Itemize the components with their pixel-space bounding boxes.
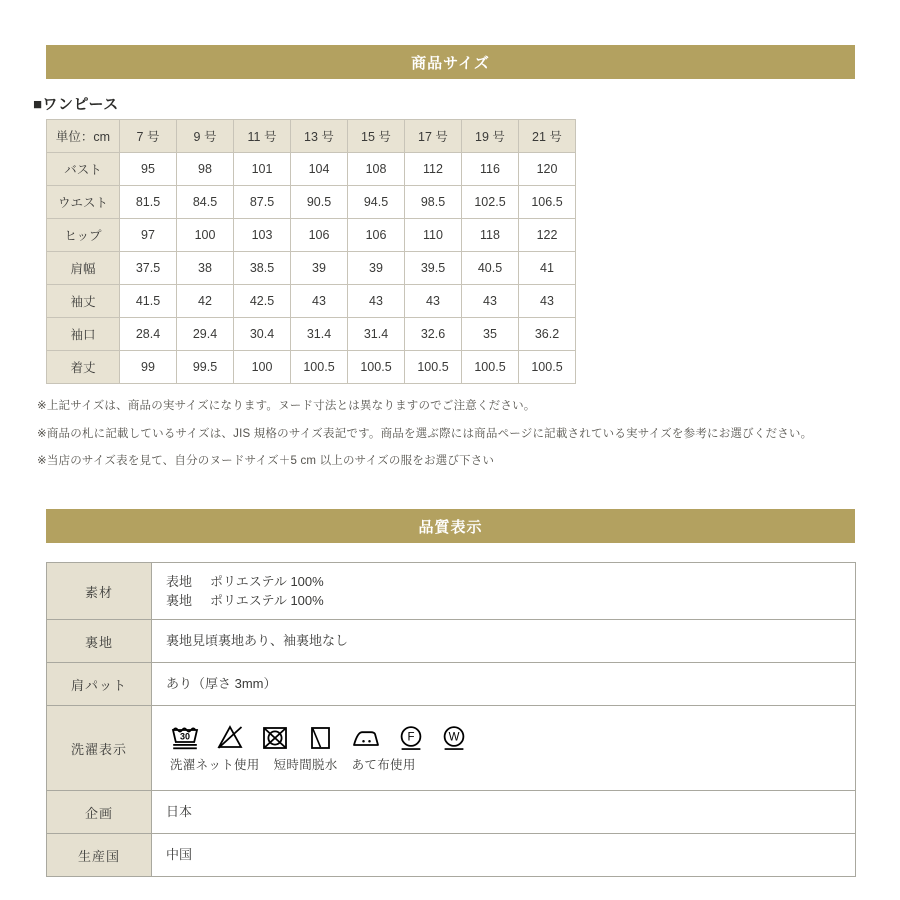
cell-total-length-9: 99.5 [177, 351, 234, 384]
cell-sleeve-length-7: 41.5 [120, 285, 177, 318]
size-col-header-9: 9 号 [177, 120, 234, 153]
quality-section-band [46, 509, 855, 543]
material-lining-label: 裏地 [166, 593, 193, 608]
cell-bust-17: 112 [405, 153, 462, 186]
cell-waist-19: 102.5 [462, 186, 519, 219]
table-row [47, 706, 856, 791]
do-not-tumble-dry-icon [260, 724, 290, 752]
table-row [47, 318, 576, 351]
size-table-header-row [47, 120, 576, 153]
cell-waist-15: 94.5 [348, 186, 405, 219]
size-note-3: ※当店のサイズ表を見て、自分のヌードサイズ＋5 cm 以上のサイズの服をお選び下さい [37, 455, 495, 468]
quality-label-planning: 企画 [47, 791, 152, 834]
material-outer-value: ポリエステル 100% [210, 573, 324, 589]
cell-waist-9: 84.5 [177, 186, 234, 219]
size-col-header-19: 19 号 [462, 120, 519, 153]
cell-sleeve-length-15: 43 [348, 285, 405, 318]
size-row-label-total-length: 着丈 [47, 351, 120, 384]
dry-clean-petroleum-gentle-icon [397, 724, 425, 752]
size-table-corner-label: 単位：cm [47, 120, 120, 153]
cell-shoulder-17: 39.5 [405, 252, 462, 285]
line-dry-in-shade-icon [305, 724, 335, 752]
material-line-2 [166, 591, 855, 611]
quality-value-lining [152, 620, 856, 663]
size-row-label-cuff: 袖口 [47, 318, 120, 351]
cell-waist-21: 106.5 [519, 186, 576, 219]
table-row [47, 186, 576, 219]
table-row [47, 791, 856, 834]
quality-label-material: 素材 [47, 563, 152, 620]
table-row [47, 351, 576, 384]
wash-note-1: 洗濯ネット使用 [170, 757, 260, 772]
material-outer-label: 表地 [166, 573, 193, 589]
cell-shoulder-13: 39 [291, 252, 348, 285]
cell-shoulder-21: 41 [519, 252, 576, 285]
table-row [47, 834, 856, 877]
table-row [47, 563, 856, 620]
cell-shoulder-9: 38 [177, 252, 234, 285]
cell-cuff-7: 28.4 [120, 318, 177, 351]
cell-bust-13: 104 [291, 153, 348, 186]
cell-cuff-13: 31.4 [291, 318, 348, 351]
cell-waist-17: 98.5 [405, 186, 462, 219]
quality-label-wash: 洗濯表示 [47, 706, 152, 791]
table-row [47, 153, 576, 186]
size-row-label-hip: ヒップ [47, 219, 120, 252]
table-row [47, 620, 856, 663]
size-col-header-21: 21 号 [519, 120, 576, 153]
iron-medium-icon [350, 724, 382, 752]
cell-hip-11: 103 [234, 219, 291, 252]
cell-waist-13: 90.5 [291, 186, 348, 219]
cell-sleeve-length-21: 43 [519, 285, 576, 318]
size-table-head [47, 120, 576, 153]
cell-hip-19: 118 [462, 219, 519, 252]
size-col-header-13: 13 号 [291, 120, 348, 153]
quality-section-title: 品質表示 [418, 518, 483, 536]
table-row [47, 252, 576, 285]
cell-cuff-9: 29.4 [177, 318, 234, 351]
quality-value-made-in: 中国 [152, 834, 856, 877]
cell-hip-9: 100 [177, 219, 234, 252]
size-row-label-shoulder: 肩幅 [47, 252, 120, 285]
cell-hip-17: 110 [405, 219, 462, 252]
quality-value-wash [152, 706, 856, 791]
svg-text:F: F [407, 731, 415, 744]
wash-note-2: 短時間脱水 [273, 757, 338, 772]
cell-bust-7: 95 [120, 153, 177, 186]
cell-total-length-19: 100.5 [462, 351, 519, 384]
do-not-bleach-icon [215, 724, 245, 752]
cell-hip-7: 97 [120, 219, 177, 252]
size-col-header-7: 7 号 [120, 120, 177, 153]
size-note-2: ※商品の札に記載しているサイズは、JIS 規格のサイズ表記です。商品を選ぶ際には商品ページに記載されている実サイズを参考にお選びください。 [37, 427, 813, 440]
cell-sleeve-length-19: 43 [462, 285, 519, 318]
cell-bust-15: 108 [348, 153, 405, 186]
cell-total-length-7: 99 [120, 351, 177, 384]
quality-value-material [152, 563, 856, 620]
cell-cuff-11: 30.4 [234, 318, 291, 351]
cell-bust-9: 98 [177, 153, 234, 186]
cell-waist-7: 81.5 [120, 186, 177, 219]
size-table [46, 119, 576, 384]
size-col-header-15: 15 号 [348, 120, 405, 153]
cell-total-length-11: 100 [234, 351, 291, 384]
cell-cuff-19: 35 [462, 318, 519, 351]
size-row-label-sleeve-length: 袖丈 [47, 285, 120, 318]
cell-shoulder-11: 38.5 [234, 252, 291, 285]
size-table-body [47, 153, 576, 384]
cell-shoulder-15: 39 [348, 252, 405, 285]
size-row-label-bust: バスト [47, 153, 120, 186]
size-col-header-17: 17 号 [405, 120, 462, 153]
lining-value-text: 見頃裏地あり、袖裏地なし [192, 633, 349, 649]
size-section-band [46, 45, 855, 79]
cell-bust-19: 116 [462, 153, 519, 186]
wet-clean-gentle-icon [440, 724, 468, 752]
quality-value-shoulder-pad: あり（厚さ 3mm） [152, 663, 856, 706]
cell-total-length-17: 100.5 [405, 351, 462, 384]
cell-total-length-15: 100.5 [348, 351, 405, 384]
cell-sleeve-length-11: 42.5 [234, 285, 291, 318]
svg-text:30: 30 [179, 731, 191, 742]
size-col-header-11: 11 号 [234, 120, 291, 153]
cell-total-length-21: 100.5 [519, 351, 576, 384]
size-row-label-waist: ウエスト [47, 186, 120, 219]
table-row [47, 663, 856, 706]
quality-value-planning: 日本 [152, 791, 856, 834]
cell-sleeve-length-13: 43 [291, 285, 348, 318]
cell-sleeve-length-9: 42 [177, 285, 234, 318]
cell-bust-21: 120 [519, 153, 576, 186]
cell-hip-21: 122 [519, 219, 576, 252]
quality-table [46, 562, 856, 877]
cell-cuff-17: 32.6 [405, 318, 462, 351]
size-note-1: ※上記サイズは、商品の実サイズになります。ヌード寸法とは異なりますのでご注意ください。 [37, 400, 536, 412]
svg-text:W: W [448, 731, 460, 744]
cell-hip-15: 106 [348, 219, 405, 252]
size-section-title: 商品サイズ [411, 54, 490, 72]
size-notes [37, 398, 867, 481]
wash-30-very-gentle-icon [170, 724, 200, 752]
size-subheading: ■ワンピース [33, 96, 119, 113]
quality-label-shoulder-pad: 肩パット [47, 663, 152, 706]
material-lining-value: ポリエステル 100% [210, 593, 324, 608]
table-row [47, 285, 576, 318]
material-line-1 [166, 572, 855, 592]
wash-instruction-notes [170, 756, 855, 775]
wash-note-3: あて布使用 [351, 757, 416, 772]
cell-cuff-21: 36.2 [519, 318, 576, 351]
cell-bust-11: 101 [234, 153, 291, 186]
cell-waist-11: 87.5 [234, 186, 291, 219]
cell-shoulder-19: 40.5 [462, 252, 519, 285]
cell-cuff-15: 31.4 [348, 318, 405, 351]
quality-label-made-in: 生産国 [47, 834, 152, 877]
cell-total-length-13: 100.5 [291, 351, 348, 384]
cell-shoulder-7: 37.5 [120, 252, 177, 285]
table-row [47, 219, 576, 252]
quality-label-lining: 裏地 [47, 620, 152, 663]
cell-sleeve-length-17: 43 [405, 285, 462, 318]
cell-hip-13: 106 [291, 219, 348, 252]
lining-value-label: 裏地 [166, 633, 193, 649]
laundry-symbol-group [170, 724, 855, 752]
